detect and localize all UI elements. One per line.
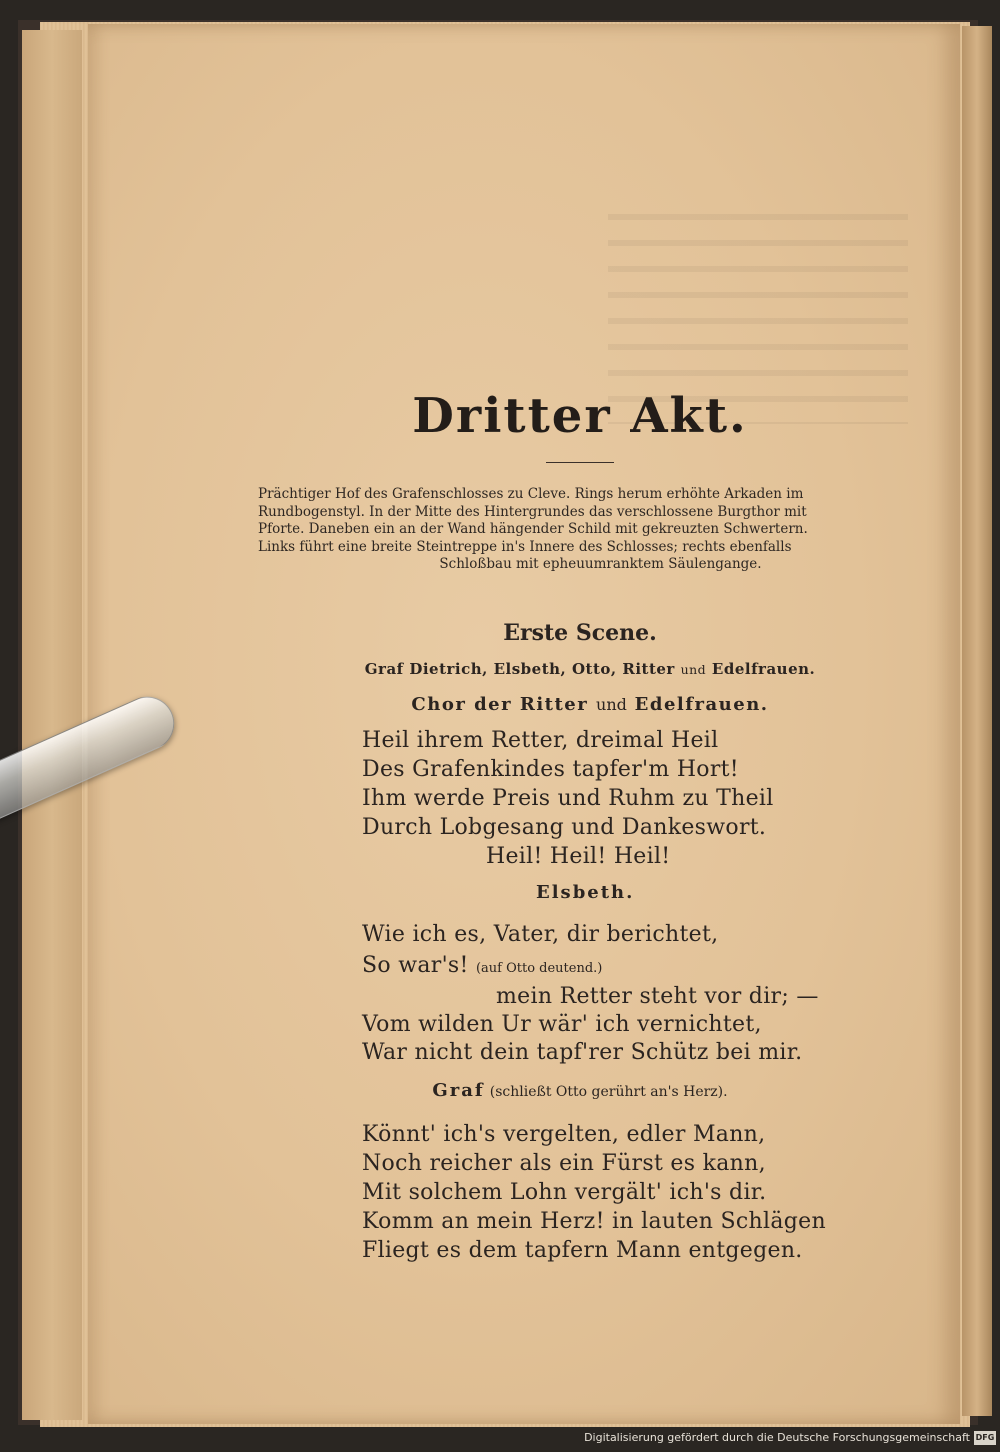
verse-line: Könnt' ich's vergelten, edler Mann,: [362, 1122, 766, 1147]
verse-line: Des Grafenkindes tapfer'm Hort!: [362, 757, 739, 782]
chorus-heading-part1: Chor der Ritter: [411, 694, 589, 715]
stage-line: Rundbogenstyl. In der Mitte des Hintergrundes das verschlossene Burgthor mit: [258, 503, 807, 520]
verse-line: [362, 953, 602, 978]
verse-line: Durch Lobgesang und Dankeswort.: [362, 815, 767, 840]
speaker-graf-name: Graf: [432, 1080, 485, 1101]
verse-line: Komm an mein Herz! in lauten Schlägen: [362, 1209, 826, 1234]
verse-line: Ihm werde Preis und Ruhm zu Theil: [362, 786, 774, 811]
footer-credit: Digitalisierung gefördert durch die Deutsche Forschungsgemeinschaft: [584, 1431, 970, 1444]
scene-heading: Erste Scene.: [503, 620, 657, 646]
verse-line: Fliegt es dem tapfern Mann entgegen.: [362, 1238, 803, 1263]
verse-line: Vom wilden Ur wär' ich vernichtet,: [362, 1012, 762, 1037]
character-und: und: [680, 662, 707, 677]
footer-bar: [0, 1427, 1000, 1452]
speaker-elsbeth: Elsbeth.: [536, 882, 635, 903]
title-rule: [546, 462, 614, 463]
verse-text: So war's!: [362, 953, 469, 978]
character-last: Edelfrauen.: [711, 660, 816, 678]
chorus-heading-und: und: [596, 695, 627, 714]
stage-aside: (schließt Otto gerührt an's Herz).: [489, 1084, 728, 1100]
verse-line: Mit solchem Lohn vergält' ich's dir.: [362, 1180, 767, 1205]
stage-line: Links führt eine breite Steintreppe in's Innere des Schlosses; rechts ebenfalls: [258, 538, 792, 555]
verse-line: mein Retter steht vor dir; —: [496, 984, 819, 1009]
stage-direction: [258, 486, 903, 574]
stage-line: Prächtiger Hof des Grafenschlosses zu Cleve. Rings herum erhöhte Arkaden im: [258, 486, 804, 502]
verse-line: Wie ich es, Vater, dir berichtet,: [362, 922, 719, 947]
stage-line: Pforte. Daneben ein an der Wand hängender Schild mit gekreuzten Schwertern.: [258, 521, 808, 537]
chorus-heading: [330, 694, 850, 715]
speaker-graf: [330, 1080, 830, 1101]
book-right-edge: [962, 26, 992, 1416]
chorus-heading-part2: Edelfrauen.: [634, 694, 769, 715]
verse-line: Heil! Heil! Heil!: [486, 844, 671, 869]
book-board-edge: [22, 30, 82, 1420]
character-names: Graf Dietrich, Elsbeth, Otto, Ritter: [364, 660, 675, 678]
act-title: Dritter Akt.: [412, 388, 748, 444]
verse-line: Heil ihrem Retter, dreimal Heil: [362, 728, 719, 753]
stage-line: Schloßbau mit epheuumranktem Säulengange.: [439, 556, 762, 572]
character-list: [300, 660, 880, 678]
verse-line: Noch reicher als ein Fürst es kann,: [362, 1151, 766, 1176]
stage-aside: (auf Otto deutend.): [475, 961, 603, 976]
dfg-logo: DFG: [974, 1431, 996, 1445]
verse-line: War nicht dein tapf'rer Schütz bei mir.: [362, 1040, 803, 1065]
